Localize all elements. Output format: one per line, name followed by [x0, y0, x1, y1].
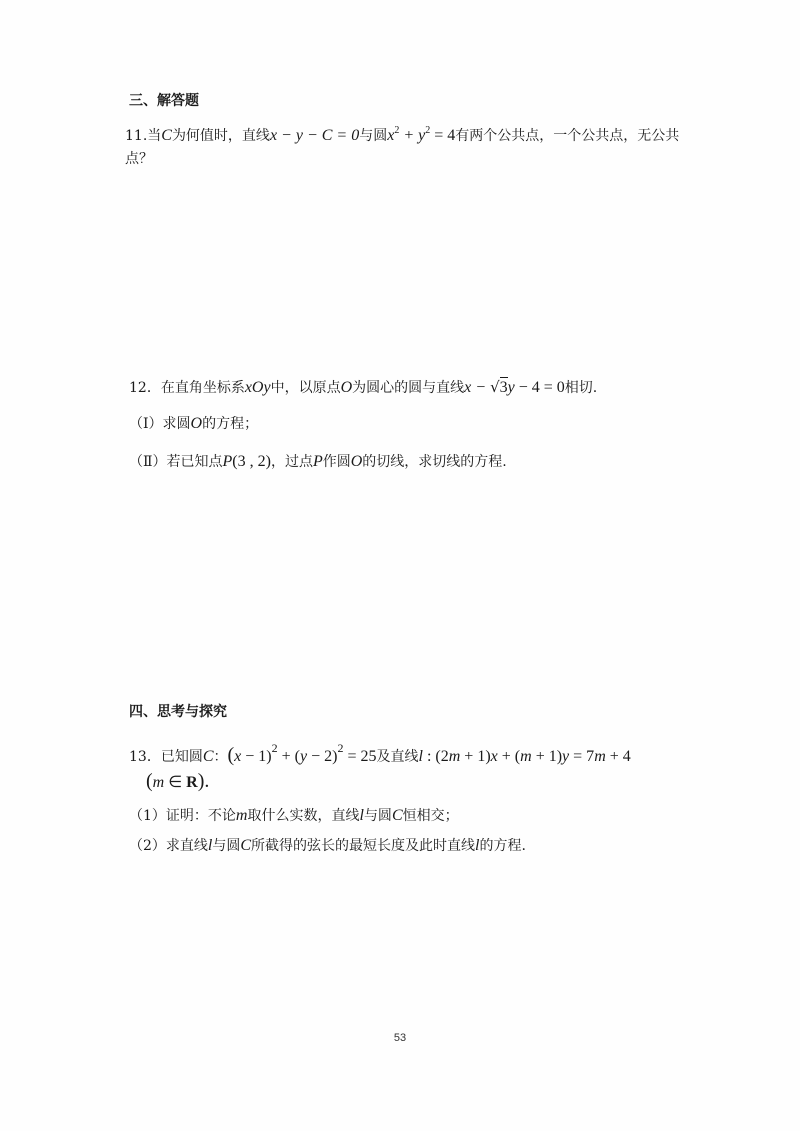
q12-part2-label: （Ⅱ）若已知点 [129, 454, 223, 470]
q13-part1-a: （1）证明：不论 [129, 808, 236, 824]
q13-eq2-b: + 1) [460, 748, 491, 765]
q13-x-2: x [490, 748, 498, 765]
question-13-line-1 [129, 738, 631, 767]
q11-text-2: 与圆 [359, 128, 388, 144]
q13-part1-l: l [359, 807, 364, 824]
q13-part1-c: 与圆 [363, 808, 392, 824]
q12-text-1: 中，以原点 [270, 380, 341, 396]
q11-circle-y: + y [399, 127, 426, 144]
q13-eq2-c: + ( [497, 748, 521, 765]
q13-part1-circle-c: C [391, 807, 403, 824]
q11-text-1: 为何值时，直线 [171, 128, 270, 144]
q13-paren-open: ( [227, 744, 235, 766]
q11-circle-rhs: = 4 [430, 127, 456, 144]
q12-sqrt-arg: 3 [499, 379, 508, 396]
q13-eq2-f: + 4 [605, 748, 631, 765]
q13-l2-reals: R [186, 774, 198, 791]
q13-line-l: l [418, 748, 423, 765]
q13-eq2-a: : (2 [422, 748, 449, 765]
q13-m-3: m [594, 748, 606, 765]
q13-x: x [234, 748, 242, 765]
q12-part1-tail: 的方程； [202, 416, 259, 432]
q13-eq-part-2: − 2) [307, 748, 338, 765]
q13-circle-c: C [202, 748, 214, 765]
q11-continuation: 点？ [125, 151, 153, 167]
question-13-part-1 [129, 806, 459, 826]
question-11-line-1 [125, 121, 679, 146]
q12-part2-o: O [350, 453, 363, 470]
page-number: 53 [393, 1032, 407, 1044]
question-11-line-2 [125, 149, 153, 169]
q13-part2-b: 与圆 [212, 838, 241, 854]
question-12-part-1 [129, 414, 258, 434]
q11-prefix: 11.当 [125, 128, 162, 144]
question-13-line-2 [146, 771, 209, 793]
q13-l2-paren-close: ). [197, 770, 210, 792]
q11-exp-2: 2 [425, 125, 431, 136]
q12-eq-y: y [507, 379, 515, 396]
q13-l2-in: ∈ [164, 774, 187, 791]
q11-text-3: 有两个公共点，一个公共点，无公共 [455, 128, 680, 144]
q12-xoy: xOy [244, 379, 271, 396]
section-heading-text: 四、思考与探究 [129, 704, 227, 720]
q12-part2-mid2: 作圆 [322, 454, 351, 470]
q12-origin-o: O [340, 379, 353, 396]
q13-colon: ： [213, 749, 228, 765]
q12-part2-mid: ，过点 [270, 454, 313, 470]
q13-m-2: m [520, 748, 532, 765]
q11-circle-x: x [387, 127, 395, 144]
q13-eq2-e: = 7 [569, 748, 595, 765]
q13-eq2-d: + 1) [531, 748, 563, 765]
q12-part1-o: O [190, 415, 203, 432]
q13-y: y [300, 748, 308, 765]
q13-eq-part: − 1) [241, 748, 272, 765]
q13-exp-1: 2 [271, 741, 278, 755]
question-13-part-2 [129, 836, 526, 856]
q13-part2-l: l [207, 837, 213, 854]
q13-prefix: 13．已知圆 [129, 749, 203, 765]
q13-eq-rhs: = 25 [343, 748, 377, 765]
question-12-line-1 [129, 377, 597, 398]
q11-line-equation: x − y − C = 0 [269, 127, 360, 144]
q11-exp-1: 2 [394, 125, 400, 136]
q13-m-1: m [448, 748, 461, 765]
q12-part2-coords: (3 , 2) [232, 453, 271, 470]
q13-exp-2: 2 [337, 741, 344, 755]
q12-text-2: 为圆心的圆与直线 [352, 380, 465, 396]
q13-part2-l2: l [475, 837, 480, 854]
q13-part1-m: m [235, 807, 248, 824]
question-12-part-2 [129, 452, 507, 472]
q12-part1-label: （Ⅰ）求圆 [129, 416, 191, 432]
q13-part2-circle-c: C [240, 837, 252, 854]
q13-part1-d: 恒相交； [402, 808, 459, 824]
q13-eq-plus: + ( [277, 748, 300, 765]
q13-l2-paren-open: ( [146, 770, 153, 792]
q11-var-c: C [161, 127, 172, 144]
q13-text-1: 及直线 [376, 749, 419, 765]
section-heading-explore [129, 702, 227, 722]
q13-part2-d: 的方程. [479, 838, 526, 854]
q13-l2-m: m [152, 774, 165, 791]
q13-part2-c: 所截得的弦长的最短长度及此时直线 [251, 838, 476, 854]
section-heading-text: 三、解答题 [129, 93, 199, 109]
q12-part2-p2: P [312, 453, 323, 470]
q13-part1-b: 取什么实数，直线 [247, 808, 360, 824]
q13-y-2: y [562, 748, 570, 765]
section-heading-answers [129, 91, 199, 111]
q12-text-3: 相切. [564, 380, 598, 396]
q12-eq-rest: − 4 = 0 [514, 379, 565, 396]
q12-part2-tail: 的切线，求切线的方程. [362, 454, 507, 470]
q12-part2-p: P [222, 453, 233, 470]
q13-part2-a: （2）求直线 [129, 838, 208, 854]
q12-eq-x: x − [464, 379, 491, 396]
sqrt-icon: √ [490, 378, 500, 396]
q12-prefix: 12．在直角坐标系 [129, 380, 245, 396]
